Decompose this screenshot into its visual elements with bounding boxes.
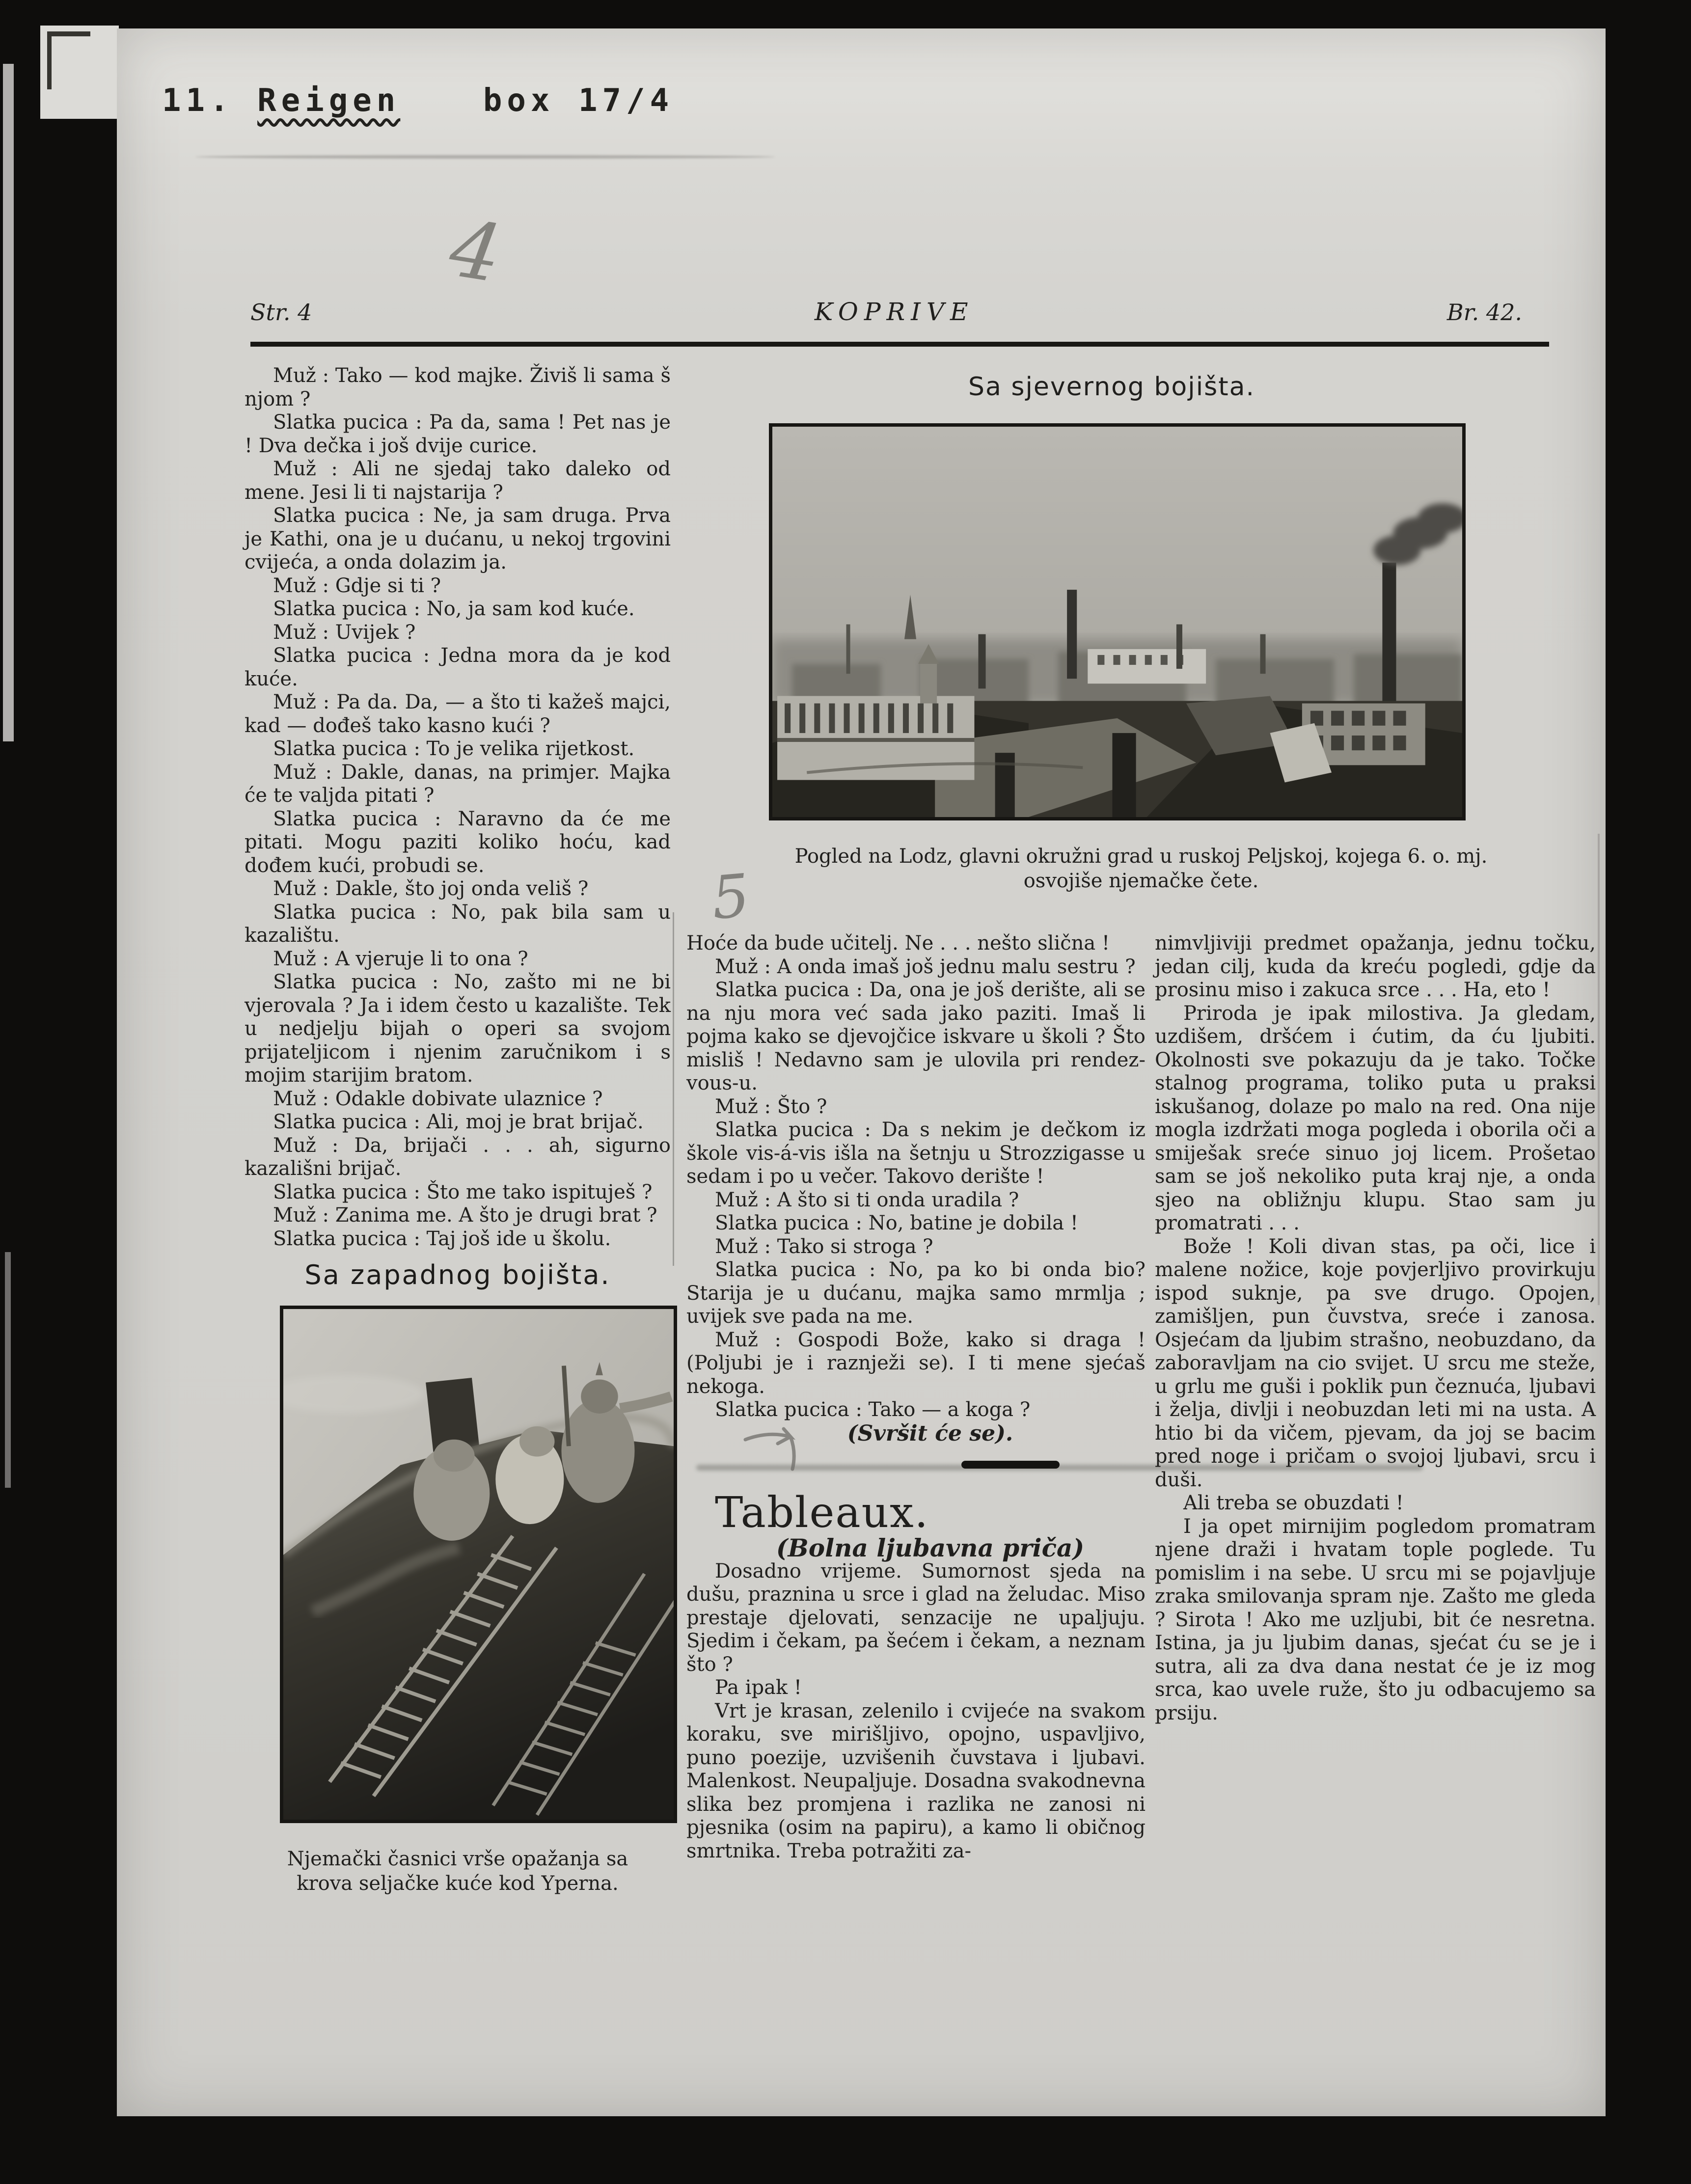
paragraph: Slatka pucica : Naravno da će me pitati. Mogu paziti koliko hoću, kad dođem kući, probudi se. bbox=[245, 807, 671, 877]
corner-bracket-mark bbox=[47, 31, 90, 36]
dialogue-middle bbox=[686, 932, 1146, 1422]
paragraph: Muž : Gdje si ti ? bbox=[273, 574, 441, 597]
paragraph: Priroda je ipak milostiva. Ja gledam, uzdišem, dršćem i ćutim, da ću ljubiti. Okolnosti sve pokazuju da je tako. Točke stalnog programa, toliko puta u praksi iskušanog, dolaze po malo na red. Ona nije mogla izdržati moga pogleda i oborila oči a smiješak sreće sinuo joj licem. Prošetao sam se još nekoliko puta kraj nje, a onda sjeo na obližnju klupu. Stao sam ju promatrati . . . bbox=[1155, 1002, 1596, 1234]
paragraph: Slatka pucica : No, ja sam kod kuće. bbox=[273, 598, 635, 620]
scan-edge-streak bbox=[5, 1252, 11, 1488]
dialogue-left bbox=[245, 364, 671, 1251]
archive-item-title: Reigen bbox=[257, 82, 401, 119]
newspaper-title: KOPRIVE bbox=[814, 298, 974, 326]
paragraph: Muž : Tako — kod majke. Živiš li sama š njom ? bbox=[245, 364, 671, 410]
paragraph: nimvljiviji predmet opažanja, jednu točku, jedan cilj, kuda da kreću pogledi, gdje da prosinu miso i zakuca srce . . . Ha, eto ! bbox=[1155, 932, 1596, 1001]
page-number: Str. 4 bbox=[250, 299, 312, 326]
divider-bar bbox=[961, 1461, 1060, 1469]
paragraph: Hoće da bude učitelj. Ne . . . nešto slična ! bbox=[686, 932, 1110, 955]
paragraph: Muž : Gospodi Bože, kako si draga ! (Poljubi je i raznježi se). I ti mene sjećaš nekoga. bbox=[686, 1328, 1146, 1398]
paragraph: Slatka pucica : Što me tako ispituješ ? bbox=[273, 1180, 653, 1203]
paragraph: Bože ! Koli divan stas, pa oči, lice i malene nožice, koje povjerljivo provirkuju ispod suknje, pa sve drugo. Opojen, zamišljen, pun čuvstva, sreće i zanosa. Osjećam da ljubim strašno, neobuzdano, da zaboravljam na cio svijet. U srcu me steže, u grlu me guši i poklik pun čeznuća, ljubavi i želja, divlji i neobuzdan leti mi na usta. A htio bi da vičem, pjevam, da joj se bacim pred noge i pričam o svojoj ljubavi, srcu i duši. bbox=[1155, 1235, 1596, 1491]
photo-caption-lodz bbox=[686, 844, 1596, 893]
north-front-block bbox=[686, 372, 1596, 893]
paragraph: Slatka pucica : Da s nekim je dečkom iz škole vis-á-vis išla na šetnju u Strozzigasse u sedam i po u večer. Takovo derište ! bbox=[686, 1119, 1146, 1188]
photo-ypern-illustration bbox=[283, 1309, 674, 1820]
paragraph: Pa ipak ! bbox=[715, 1676, 802, 1699]
archive-label bbox=[162, 82, 674, 119]
caption-line: osvojiše njemačke čete. bbox=[1023, 870, 1259, 892]
paragraph: Muž : A što si ti onda uradila ? bbox=[715, 1188, 1019, 1211]
pencil-numeral-4: 4 bbox=[444, 202, 508, 300]
paragraph: Slatka pucica : Ali, moj je brat brijač. bbox=[273, 1111, 644, 1133]
caption-line: Njemački časnici vrše opažanja sa bbox=[287, 1847, 628, 1870]
paragraph: Slatka pucica : Jedna mora da je kod kuće. bbox=[245, 644, 671, 690]
pencil-arrow-mark bbox=[741, 1422, 805, 1476]
paragraph: Muž : A onda imaš još jednu malu sestru ? bbox=[715, 955, 1136, 978]
paragraph: Slatka pucica : Taj još ide u školu. bbox=[273, 1227, 611, 1250]
paragraph: Muž : Što ? bbox=[715, 1095, 827, 1118]
masthead bbox=[250, 298, 1522, 326]
paragraph: Vrt je krasan, zelenilo i cvijeće na svakom koraku, sve mirišljivo, opojno, uspavljivo, puno poezije, uzvišenih čuvstava i ljubavi. Malenkost. Neupaljuje. Dosadna svakodnevna slika bez promjena i razlika ne zanosi ni pjesnika (osim na papiru), a kamo li običnog smrtnika. Treba potražiti za- bbox=[686, 1699, 1146, 1862]
section-heading-north-front: Sa sjevernog bojišta. bbox=[968, 372, 1255, 402]
paragraph: Muž : Zanima me. A što je drugi brat ? bbox=[273, 1204, 657, 1227]
paragraph: Muž : Da, brijači . . . ah, sigurno kazališni brijač. bbox=[245, 1134, 671, 1180]
photo-caption-ypern bbox=[245, 1847, 671, 1896]
corner-bracket-mark bbox=[47, 31, 52, 89]
paragraph: Muž : Tako si stroga ? bbox=[715, 1235, 933, 1258]
paragraph: Slatka pucica : No, zašto mi ne bi vjerovala ? Ja i idem često u kazalište. Tek u nedjelju bijah o operi sa svojom prijateljicom i njenim zaručnikom i s mojim starijim bratom. bbox=[245, 971, 671, 1087]
paragraph: Slatka pucica : No, pa ko bi onda bio? Starija je u dućanu, majka samo mrmlja ; uvijek sve pada na me. bbox=[686, 1258, 1146, 1328]
archive-box-label: box 17/4 bbox=[483, 82, 674, 119]
middle-column bbox=[686, 932, 1146, 1863]
photo-lodz-panorama bbox=[769, 423, 1466, 820]
section-heading-west-front: Sa zapadnog bojišta. bbox=[304, 1259, 611, 1290]
paragraph: Muž : A vjeruje li to ona ? bbox=[273, 947, 528, 970]
paragraph: Slatka pucica : Pa da, sama ! Pet nas je ! Dva dečka i još dvije curice. bbox=[245, 411, 671, 457]
underlying-sheet-corner bbox=[40, 26, 119, 119]
caption-line: krova seljačke kuće kod Yperna. bbox=[297, 1872, 619, 1895]
pencil-numeral-5: 5 bbox=[709, 861, 753, 933]
paragraph: Muž : Ali ne sjedaj tako daleko od mene. Jesi li ti najstarija ? bbox=[245, 458, 671, 504]
paragraph: I ja opet mirnijim pogledom promatram njene draži i hvatam tople poglede. Tu pomislim i na sebe. U srcu mi se pojavljuje zraka smilovanja spram nje. Zašto me gleda ? Sirota ! Ako me uzljubi, bit će nesretna. Istina, ja ju ljubim danas, sjećat ću se je i sutra, ali za dva dana nestat će je iz mog srca, kao uvele ruže, što ju odbacujemo sa prsiju. bbox=[1155, 1515, 1596, 1724]
paragraph: Muž : Odakle dobivate ulaznice ? bbox=[273, 1087, 603, 1110]
masthead-rule bbox=[250, 342, 1549, 347]
paragraph: Ali treba se obuzdati ! bbox=[1183, 1492, 1404, 1514]
archive-item-number: 11. bbox=[162, 82, 234, 119]
caption-line: Pogled na Lodz, glavni okružni grad u ruskoj Peljskoj, kojega 6. o. mj. bbox=[794, 845, 1488, 868]
photo-lodz-illustration bbox=[772, 427, 1462, 817]
right-column-body bbox=[1155, 932, 1596, 1725]
tableaux-body bbox=[686, 1560, 1146, 1863]
right-column bbox=[1155, 932, 1596, 1725]
paper-crease bbox=[1598, 834, 1600, 1305]
paragraph: Muž : Uvijek ? bbox=[273, 621, 416, 644]
paper-crease bbox=[673, 912, 674, 1266]
paragraph: Slatka pucica : Ne, ja sam druga. Prva je Kathi, ona je u dućanu, u nekoj trgovini cvijeća, a onda dolazim ja. bbox=[245, 504, 671, 573]
paragraph: Slatka pucica : No, pak bila sam u kazalištu. bbox=[245, 901, 671, 947]
paragraph: Slatka pucica : Da, ona je još derište, ali se na nju mora već sada jako paziti. Imaš li pojma kako se djevojčice iskvare u školi ? Što misliš ! Nedavno sam je ulovila pri rendez-vous-u. bbox=[686, 979, 1146, 1094]
photo-ypern-roof-observers bbox=[280, 1306, 677, 1823]
paragraph: Muž : Dakle, što joj onda veliš ? bbox=[273, 877, 589, 900]
paragraph: Slatka pucica : No, batine je dobila ! bbox=[715, 1212, 1078, 1234]
article-subtitle: (Bolna ljubavna priča) bbox=[776, 1533, 1085, 1562]
scan-edge-streak bbox=[3, 64, 14, 741]
pencil-smudge-line bbox=[195, 155, 775, 159]
paragraph: Muž : Pa da. Da, — a što ti kažeš majci, kad — dođeš tako kasno kući ? bbox=[245, 691, 671, 737]
paragraph: Muž : Dakle, danas, na primjer. Majka će te valjda pitati ? bbox=[245, 761, 671, 807]
to-be-continued-note: (Svršit će se). bbox=[847, 1420, 1013, 1446]
left-column bbox=[245, 364, 671, 1896]
paragraph: Slatka pucica : To je velika rijetkost. bbox=[273, 737, 635, 760]
article-title-tableaux: Tableaux. bbox=[715, 1488, 929, 1537]
issue-number: Br. 42. bbox=[1446, 299, 1522, 326]
newspaper-sheet bbox=[117, 28, 1606, 2116]
paragraph: Slatka pucica : Tako — a koga ? bbox=[715, 1398, 1031, 1421]
paragraph: Dosadno vrijeme. Sumornost sjeda na dušu, praznina u srce i glad na želudac. Miso prestaje djelovati, senzacije ne upaljuju. Sjedim i čekam, pa šećem i čekam, a neznam što ? bbox=[686, 1559, 1146, 1676]
